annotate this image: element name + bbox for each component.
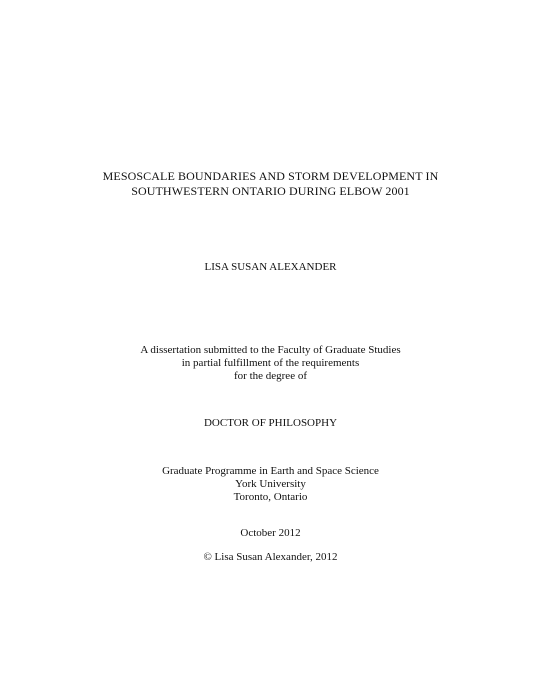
university-name: York University	[235, 478, 306, 490]
submission-statement-line-2: in partial fulfillment of the requirements	[181, 357, 360, 369]
university-location: Toronto, Ontario	[233, 491, 308, 503]
degree-name: DOCTOR OF PHILOSOPHY	[203, 417, 338, 429]
submission-date: October 2012	[240, 527, 301, 539]
copyright-notice: © Lisa Susan Alexander, 2012	[203, 551, 338, 563]
dissertation-title-line-2: SOUTHWESTERN ONTARIO DURING ELBOW 2001	[131, 184, 410, 198]
programme-name: Graduate Programme in Earth and Space Science	[162, 465, 379, 477]
dissertation-title-line-1: MESOSCALE BOUNDARIES AND STORM DEVELOPMENT IN	[102, 169, 439, 183]
submission-statement-line-1: A dissertation submitted to the Faculty of Graduate Studies	[140, 344, 401, 356]
author-name: LISA SUSAN ALEXANDER	[204, 261, 337, 273]
submission-statement-line-3: for the degree of	[234, 370, 307, 382]
